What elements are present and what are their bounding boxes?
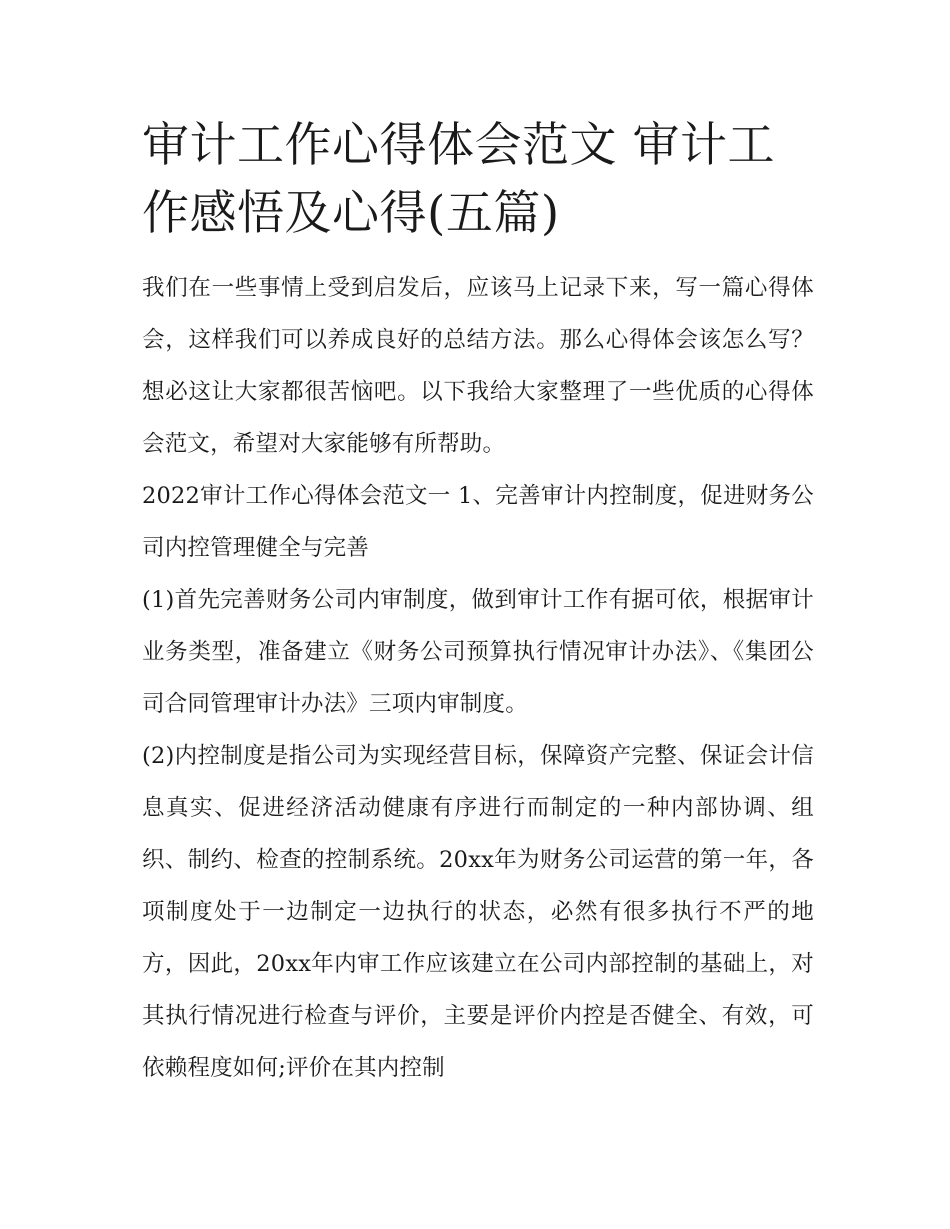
document-title: 审计工作心得体会范文 审计工作感悟及心得(五篇) bbox=[142, 118, 775, 241]
paragraph-section-one-heading: 2022审计工作心得体会范文一 1、完善审计内控制度，促进财务公司内控管理健全与完善 bbox=[142, 483, 814, 561]
paragraph-intro: 我们在一些事情上受到启发后，应该马上记录下来，写一篇心得体会，这样我们可以养成良好的总结方法。那么心得体会该怎么写？想必这让大家都很苦恼吧。以下我给大家整理了一些优质的心得体会范文，希望对大家能够有所帮助。 bbox=[142, 275, 814, 457]
document-page bbox=[142, 112, 814, 1094]
paragraph-item-1: (1)首先完善财务公司内审制度，做到审计工作有据可依，根据审计业务类型，准备建立《财务公司预算执行情况审计办法》、《集团公司合同管理审计办法》三项内审制度。 bbox=[142, 587, 814, 717]
paragraph-item-2: (2)内控制度是指公司为实现经营目标，保障资产完整、保证会计信息真实、促进经济活动健康有序进行而制定的一种内部协调、组织、制约、检查的控制系统。20xx年为财务公司运营的第一年，各项制度处于一边制定一边执行的状态，必然有很多执行不严的地方，因此，20xx年内审工作应该建立在公司内部控制的基础上，对其执行情况进行检查与评价，主要是评价内控是否健全、有效，可依赖程度如何;评价在其内控制 bbox=[142, 743, 814, 1081]
